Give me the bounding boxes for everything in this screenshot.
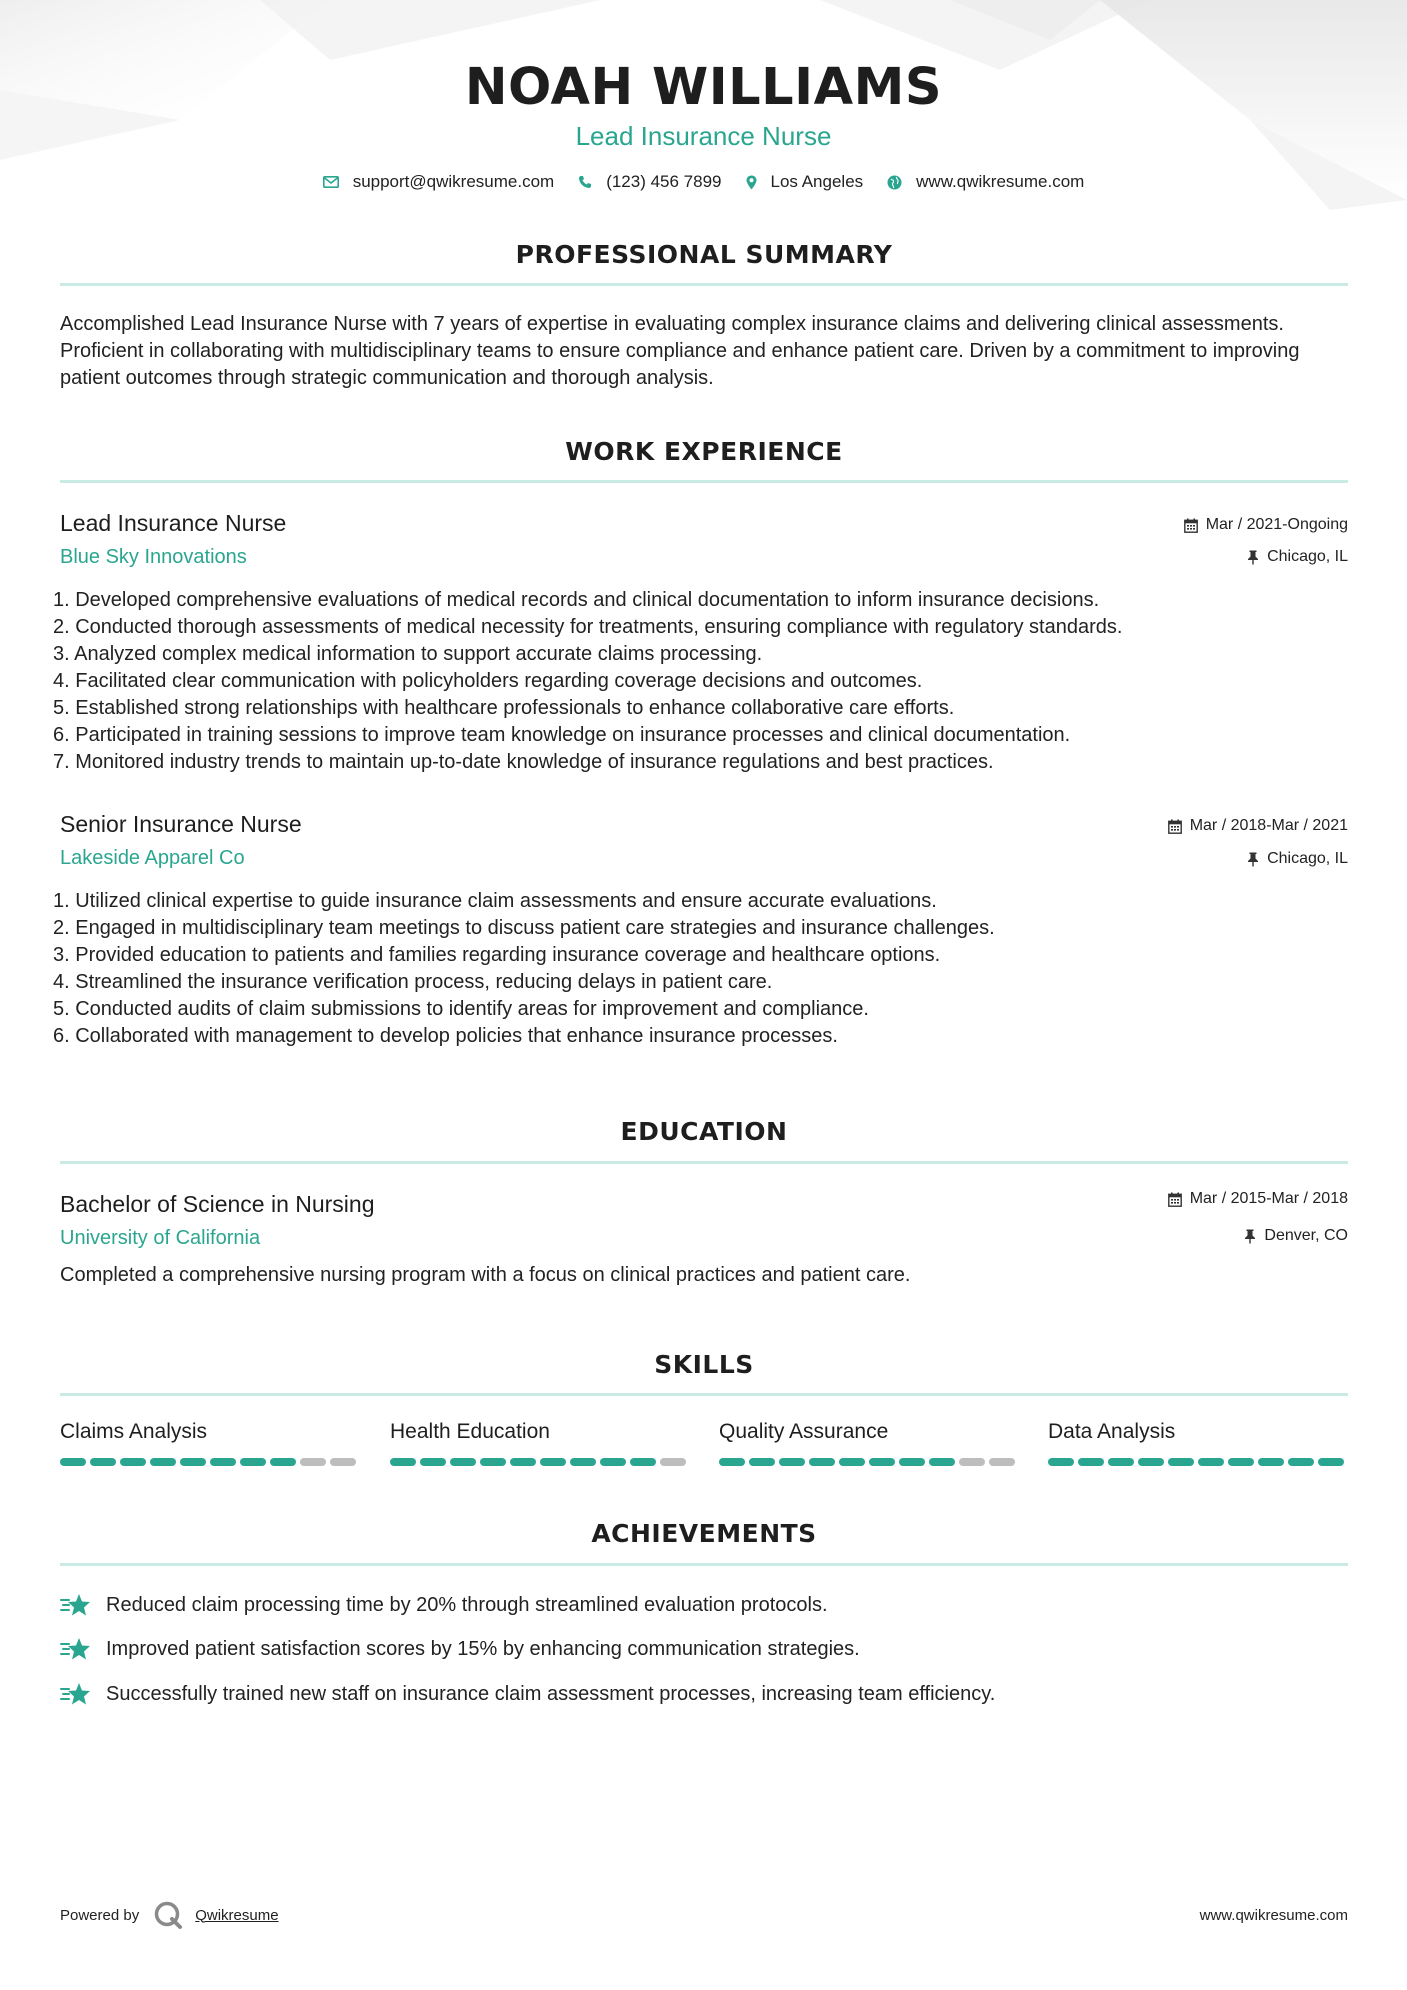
skill-segment-filled bbox=[869, 1458, 895, 1466]
list-item: 3. Analyzed complex medical information to support accurate claims processing. bbox=[53, 643, 763, 665]
list-item: 2. Engaged in multidisciplinary team meetings to discuss patient care strategies and insurance challenges. bbox=[53, 917, 995, 939]
pushpin-icon bbox=[1244, 1229, 1256, 1244]
list-item: 7. Monitored industry trends to maintain up-to-date knowledge of insurance regulations and best practices. bbox=[53, 751, 994, 773]
skill-segment-empty bbox=[300, 1458, 326, 1466]
contact-website[interactable] bbox=[887, 172, 1084, 192]
skills-heading: SKILLS bbox=[654, 1350, 754, 1379]
skill-name: Health Education bbox=[390, 1420, 550, 1443]
job-dates bbox=[1184, 516, 1348, 534]
job-location bbox=[1247, 548, 1348, 566]
footer-branding bbox=[60, 1900, 279, 1930]
skill-segment-empty bbox=[660, 1458, 686, 1466]
skill-segment-filled bbox=[420, 1458, 446, 1466]
email-text: support@qwikresume.com bbox=[352, 172, 555, 191]
calendar-icon bbox=[1168, 1192, 1182, 1207]
achievement-item bbox=[60, 1636, 860, 1662]
skill-meter bbox=[60, 1458, 360, 1466]
list-item: 5. Conducted audits of claim submissions to identify areas for improvement and compliance. bbox=[53, 998, 869, 1020]
dates-text: Mar / 2015-Mar / 2018 bbox=[1189, 1190, 1348, 1207]
location-text: Denver, CO bbox=[1264, 1227, 1348, 1244]
skill-segment-filled bbox=[150, 1458, 176, 1466]
achievements-heading: ACHIEVEMENTS bbox=[591, 1519, 817, 1548]
skill-segment-filled bbox=[120, 1458, 146, 1466]
section-divider bbox=[60, 480, 1348, 483]
star-icon bbox=[60, 1592, 92, 1618]
skill-segment-filled bbox=[1228, 1458, 1254, 1466]
job-title: Senior Insurance Nurse bbox=[60, 811, 302, 837]
skill-segment-filled bbox=[1288, 1458, 1314, 1466]
contact-email[interactable] bbox=[323, 172, 555, 192]
skill-segment-empty bbox=[959, 1458, 985, 1466]
skill-segment-filled bbox=[749, 1458, 775, 1466]
section-divider bbox=[60, 1393, 1348, 1396]
list-item: 6. Collaborated with management to develop policies that enhance insurance processes. bbox=[53, 1025, 838, 1047]
skill-segment-filled bbox=[929, 1458, 955, 1466]
candidate-role: Lead Insurance Nurse bbox=[575, 121, 832, 151]
education-dates bbox=[1168, 1190, 1348, 1208]
job-responsibilities bbox=[53, 888, 1353, 1050]
skill-name: Claims Analysis bbox=[60, 1420, 208, 1443]
location-text: Los Angeles bbox=[770, 172, 864, 191]
skill-segment-filled bbox=[1048, 1458, 1074, 1466]
location-text: Chicago, IL bbox=[1267, 850, 1348, 867]
star-icon bbox=[60, 1636, 92, 1662]
section-divider bbox=[60, 1563, 1348, 1566]
list-item: 4. Streamlined the insurance verification process, reducing delays in patient care. bbox=[53, 971, 773, 993]
skill-segment-filled bbox=[60, 1458, 86, 1466]
phone-icon bbox=[578, 175, 592, 189]
skill-segment-filled bbox=[1108, 1458, 1134, 1466]
skill-segment-filled bbox=[180, 1458, 206, 1466]
company-name: Blue Sky Innovations bbox=[60, 546, 247, 568]
skill-item bbox=[60, 1420, 360, 1466]
brand-link[interactable]: Qwikresume bbox=[195, 1906, 279, 1924]
pushpin-icon bbox=[1247, 550, 1259, 565]
skill-segment-filled bbox=[570, 1458, 596, 1466]
skill-segment-filled bbox=[839, 1458, 865, 1466]
website-text: www.qwikresume.com bbox=[916, 172, 1085, 191]
skill-meter bbox=[390, 1458, 690, 1466]
skill-meter bbox=[1048, 1458, 1348, 1466]
skill-segment-filled bbox=[1138, 1458, 1164, 1466]
list-item: 3. Provided education to patients and families regarding insurance coverage and healthcare options. bbox=[53, 944, 941, 966]
globe-icon bbox=[887, 175, 902, 190]
dates-text: Mar / 2021-Ongoing bbox=[1205, 516, 1348, 533]
skill-segment-filled bbox=[480, 1458, 506, 1466]
skill-item bbox=[1048, 1420, 1348, 1466]
candidate-name: NOAH WILLIAMS bbox=[464, 58, 943, 117]
skill-segment-filled bbox=[630, 1458, 656, 1466]
achievement-item bbox=[60, 1681, 995, 1707]
degree-title: Bachelor of Science in Nursing bbox=[60, 1191, 375, 1217]
qwikresume-logo-icon bbox=[153, 1900, 183, 1930]
footer-website[interactable]: www.qwikresume.com bbox=[1199, 1907, 1348, 1924]
list-item: 4. Facilitated clear communication with policyholders regarding coverage decisions and outcomes. bbox=[53, 670, 923, 692]
experience-heading: WORK EXPERIENCE bbox=[565, 437, 843, 466]
school-name: University of California bbox=[60, 1227, 261, 1249]
contact-phone[interactable] bbox=[578, 172, 721, 192]
pushpin-icon bbox=[1247, 852, 1259, 867]
skill-segment-empty bbox=[989, 1458, 1015, 1466]
list-item: 1. Developed comprehensive evaluations of medical records and clinical documentation to inform insurance decisions. bbox=[53, 589, 1100, 611]
achievement-item bbox=[60, 1592, 828, 1618]
skill-segment-filled bbox=[1318, 1458, 1344, 1466]
skill-segment-filled bbox=[719, 1458, 745, 1466]
skill-meter bbox=[719, 1458, 1019, 1466]
location-text: Chicago, IL bbox=[1267, 548, 1348, 565]
list-item: 6. Participated in training sessions to improve team knowledge on insurance processes and clinical documentation. bbox=[53, 724, 1071, 746]
contact-bar bbox=[0, 172, 1407, 192]
dates-text: Mar / 2018-Mar / 2021 bbox=[1189, 817, 1348, 834]
star-icon bbox=[60, 1681, 92, 1707]
section-divider bbox=[60, 283, 1348, 286]
job-dates bbox=[1168, 817, 1348, 835]
skill-name: Data Analysis bbox=[1048, 1420, 1176, 1443]
job-responsibilities bbox=[53, 587, 1353, 776]
summary-text: Accomplished Lead Insurance Nurse with 7 years of expertise in evaluating complex insurance claims and delivering clinical assessments. Proficient in collaborating with multidisciplinary teams to ensure compliance and enhance patient care. Driven by a commitment to improving patient outcomes through strategic communication and thorough analysis. bbox=[60, 313, 1300, 389]
skill-item bbox=[719, 1420, 1019, 1466]
skill-segment-filled bbox=[540, 1458, 566, 1466]
list-item: 1. Utilized clinical expertise to guide insurance claim assessments and ensure accurate evaluations. bbox=[53, 890, 937, 912]
education-location bbox=[1244, 1227, 1348, 1245]
job-title: Lead Insurance Nurse bbox=[60, 510, 287, 536]
powered-by-label: Powered by bbox=[60, 1906, 140, 1924]
phone-text: (123) 456 7899 bbox=[606, 172, 722, 191]
job-location bbox=[1247, 850, 1348, 868]
section-divider bbox=[60, 1161, 1348, 1164]
skill-segment-empty bbox=[330, 1458, 356, 1466]
company-name: Lakeside Apparel Co bbox=[60, 847, 245, 869]
education-description: Completed a comprehensive nursing program with a focus on clinical practices and patient care. bbox=[60, 1264, 911, 1286]
calendar-icon bbox=[1184, 518, 1198, 533]
achievement-text: Reduced claim processing time by 20% through streamlined evaluation protocols. bbox=[106, 1593, 828, 1616]
envelope-icon bbox=[323, 176, 339, 188]
list-item: 2. Conducted thorough assessments of medical necessity for treatments, ensuring compliance with regulatory standards. bbox=[53, 616, 1123, 638]
calendar-icon bbox=[1168, 819, 1182, 834]
skill-segment-filled bbox=[600, 1458, 626, 1466]
skill-segment-filled bbox=[1258, 1458, 1284, 1466]
skill-segment-filled bbox=[210, 1458, 236, 1466]
achievement-text: Improved patient satisfaction scores by 15% by enhancing communication strategies. bbox=[106, 1637, 860, 1660]
skill-segment-filled bbox=[1078, 1458, 1104, 1466]
skill-item bbox=[390, 1420, 690, 1466]
map-pin-icon bbox=[746, 175, 757, 190]
skill-segment-filled bbox=[1198, 1458, 1224, 1466]
skill-segment-filled bbox=[779, 1458, 805, 1466]
contact-location bbox=[746, 172, 864, 192]
achievement-text: Successfully trained new staff on insurance claim assessment processes, increasing team efficiency. bbox=[106, 1682, 996, 1705]
skill-segment-filled bbox=[390, 1458, 416, 1466]
summary-heading: PROFESSIONAL SUMMARY bbox=[515, 240, 893, 269]
skill-segment-filled bbox=[899, 1458, 925, 1466]
skill-segment-filled bbox=[1168, 1458, 1194, 1466]
education-heading: EDUCATION bbox=[620, 1117, 788, 1146]
skill-segment-filled bbox=[90, 1458, 116, 1466]
skill-segment-filled bbox=[270, 1458, 296, 1466]
skill-segment-filled bbox=[809, 1458, 835, 1466]
skill-segment-filled bbox=[510, 1458, 536, 1466]
skill-segment-filled bbox=[450, 1458, 476, 1466]
list-item: 5. Established strong relationships with healthcare professionals to enhance collaborative care efforts. bbox=[53, 697, 955, 719]
skill-segment-filled bbox=[240, 1458, 266, 1466]
skill-name: Quality Assurance bbox=[719, 1420, 889, 1443]
